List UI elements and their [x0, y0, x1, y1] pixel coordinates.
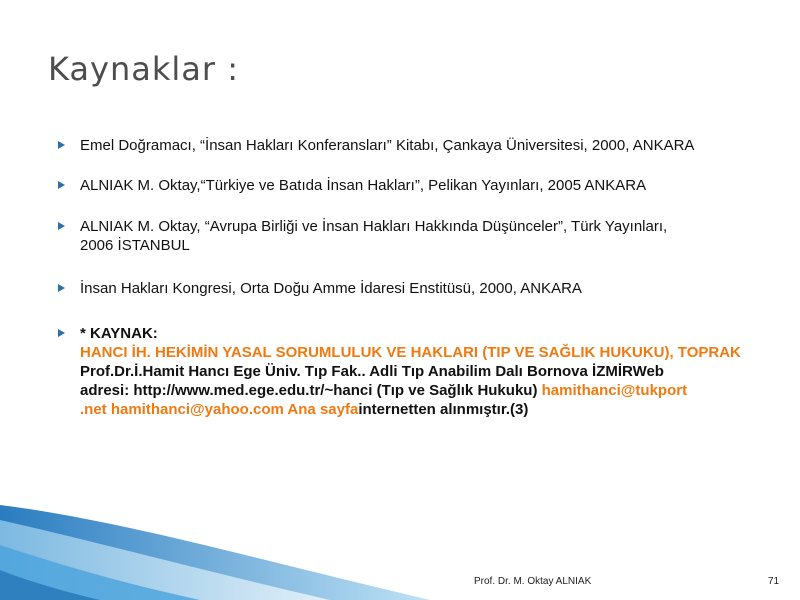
- reference-text: ALNIAK M. Oktay,“Türkiye ve Batıda İnsan Hakları”, Pelikan Yayınları, 2005 ANKARA: [80, 177, 647, 194]
- triangle-bullet-icon: [58, 141, 65, 149]
- list-item: [58, 136, 800, 155]
- source-label: * KAYNAK:: [80, 325, 158, 342]
- reference-list: [58, 136, 800, 440]
- slide-title: Kaynaklar :: [48, 50, 239, 88]
- reference-text: İnsan Hakları Kongresi, Orta Doğu Amme İdaresi Enstitüsü, 2000, ANKARA: [80, 280, 582, 297]
- triangle-bullet-icon: [58, 284, 65, 292]
- footer-author: Prof. Dr. M. Oktay ALNIAK: [474, 576, 592, 587]
- source-note: internetten alınmıştır.(3): [358, 401, 529, 418]
- list-item-source: [58, 324, 800, 419]
- reference-text-line: 2006 İSTANBUL: [80, 237, 190, 254]
- list-item: [58, 176, 800, 195]
- reference-text-line: ALNIAK M. Oktay, “Avrupa Birliği ve İnsan Hakları Hakkında Düşünceler”, Türk Yayınları,: [80, 218, 668, 235]
- list-item: [58, 217, 800, 255]
- source-email-link[interactable]: hamithanci@tukport: [541, 382, 688, 399]
- triangle-bullet-icon: [58, 181, 65, 189]
- list-item: [58, 279, 800, 298]
- triangle-bullet-icon: [58, 222, 65, 230]
- reference-text: [80, 217, 800, 255]
- source-author: Prof.Dr.İ.Hamit Hancı Ege Üniv. Tıp Fak.. Adli Tıp Anabilim Dalı Bornova İZMİRWeb: [80, 363, 664, 380]
- triangle-bullet-icon: [58, 329, 65, 337]
- source-email-link[interactable]: .net hamithanci@yahoo.com Ana sayfa: [80, 401, 359, 418]
- reference-text: Emel Doğramacı, “İnsan Hakları Konferansları” Kitabı, Çankaya Üniversitesi, 2000, ANKARA: [80, 137, 695, 154]
- page-number: 71: [768, 576, 780, 587]
- source-book-title: HANCI İH. HEKİMİN YASAL SORUMLULUK VE HAKLARI (TIP VE SAĞLIK HUKUKU), TOPRAK: [80, 344, 741, 361]
- source-web-address: adresi: http://www.med.ege.edu.tr/~hanci (Tıp ve Sağlık Hukuku): [80, 382, 542, 399]
- source-block: [80, 324, 800, 419]
